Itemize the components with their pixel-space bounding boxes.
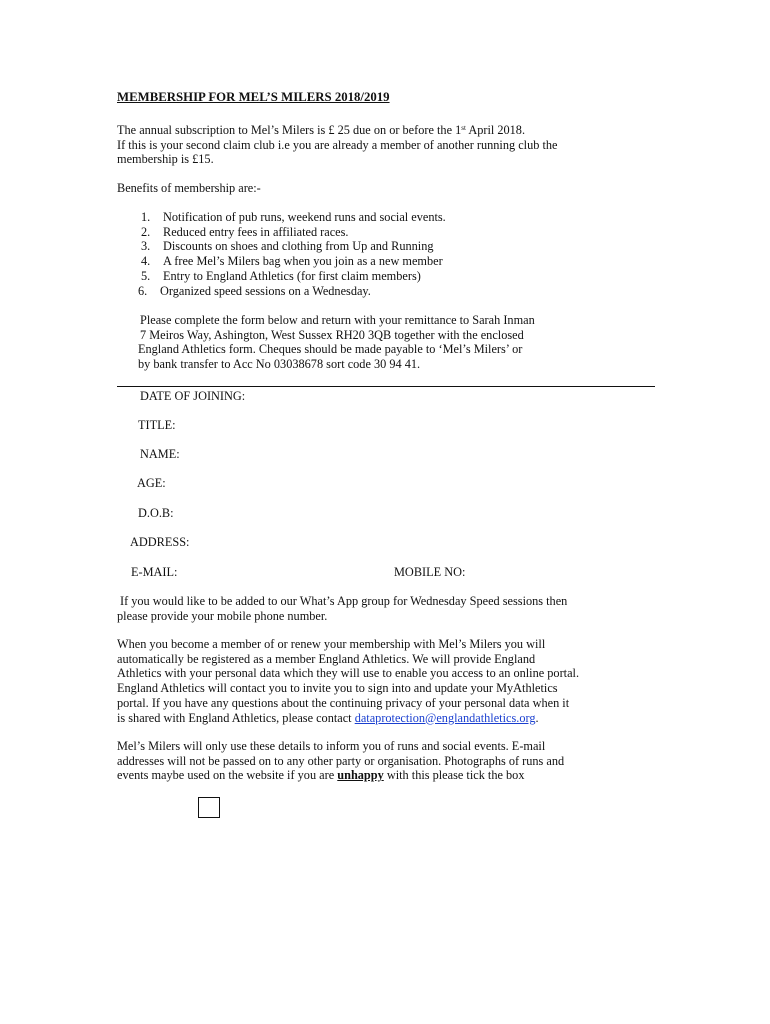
name-field-label: NAME: bbox=[140, 447, 180, 461]
consent-line: Mel’s Milers will only use these details to inform you of runs and social events. E-mail bbox=[117, 739, 546, 753]
age-field-label: AGE: bbox=[137, 476, 166, 490]
benefits-list bbox=[138, 210, 446, 298]
list-item bbox=[141, 225, 446, 240]
address-field-label: ADDRESS: bbox=[130, 535, 190, 549]
instructions-line: England Athletics form. Cheques should be made payable to ‘Mel’s Milers’ or bbox=[138, 342, 523, 357]
intro-line-2: If this is your second claim club i.e you are already a member of another running club the bbox=[117, 137, 558, 152]
list-item-number: 2. bbox=[141, 224, 151, 239]
privacy-last-line bbox=[117, 711, 579, 726]
whatsapp-paragraph bbox=[117, 594, 567, 623]
data-protection-email-link[interactable]: dataprotection@englandathletics.org bbox=[354, 710, 536, 725]
list-item-text: Entry to England Athletics (for first claim members) bbox=[163, 268, 421, 283]
section-divider bbox=[117, 386, 655, 387]
instructions-line: by bank transfer to Acc No 03038678 sort code 30 94 41. bbox=[138, 357, 421, 372]
list-item-text: Notification of pub runs, weekend runs and social events. bbox=[163, 210, 446, 224]
list-item bbox=[141, 254, 446, 269]
page-title: MEMBERSHIP FOR MEL’S MILERS 2018/2019 bbox=[117, 90, 390, 104]
list-item-text: A free Mel’s Milers bag when you join as a new member bbox=[163, 254, 443, 269]
consent-paragraph bbox=[117, 739, 564, 783]
list-item bbox=[141, 239, 446, 254]
unhappy-emphasis: unhappy bbox=[337, 768, 384, 783]
intro-superscript: st bbox=[461, 124, 466, 132]
privacy-line: portal. If you have any questions about the continuing privacy of your personal data when it bbox=[117, 695, 570, 710]
dob-field-label: D.O.B: bbox=[138, 506, 174, 520]
benefits-heading: Benefits of membership are:- bbox=[117, 181, 261, 195]
list-item-number: 6. bbox=[138, 283, 148, 298]
list-item-number: 4. bbox=[141, 254, 151, 269]
opt-out-checkbox[interactable] bbox=[198, 797, 220, 818]
privacy-line: automatically be registered as a member England Athletics. We will provide England bbox=[117, 651, 536, 666]
intro-paragraph bbox=[117, 123, 558, 167]
privacy-line: England Athletics will contact you to invite you to sign into and update your MyAthletics bbox=[117, 681, 558, 696]
list-item bbox=[141, 269, 446, 284]
list-item-number: 3. bbox=[141, 239, 151, 254]
consent-line-3-end: with this please tick the box bbox=[383, 768, 525, 783]
list-item bbox=[138, 284, 446, 299]
privacy-last-line-text: is shared with England Athletics, please contact bbox=[117, 710, 355, 725]
privacy-last-line-end: . bbox=[535, 710, 539, 725]
list-item-text: Discounts on shoes and clothing from Up and Running bbox=[163, 239, 434, 254]
list-item bbox=[141, 210, 446, 225]
intro-line-1-text: The annual subscription to Mel’s Milers is £ 25 due on or before the 1 bbox=[117, 123, 462, 137]
whatsapp-line: If you would like to be added to our What’s App group for Wednesday Speed sessions then bbox=[120, 594, 568, 608]
privacy-paragraph bbox=[117, 637, 579, 725]
privacy-line: Athletics with your personal data which they will use to enable you access to an online portal. bbox=[117, 666, 580, 681]
instructions-line: 7 Meiros Way, Ashington, West Sussex RH20 3QB together with the enclosed bbox=[140, 327, 524, 342]
list-item-number: 1. bbox=[141, 210, 151, 224]
consent-line: addresses will not be passed on to any other party or organisation. Photographs of runs and bbox=[117, 753, 565, 768]
email-field-label: E-MAIL: bbox=[131, 565, 178, 579]
list-item-number: 5. bbox=[141, 268, 151, 283]
whatsapp-line: please provide your mobile phone number. bbox=[117, 608, 328, 623]
list-item-text: Organized speed sessions on a Wednesday. bbox=[160, 283, 371, 298]
privacy-line: When you become a member of or renew your membership with Mel’s Milers you will bbox=[117, 637, 546, 651]
instructions-paragraph bbox=[140, 313, 535, 372]
consent-line-3 bbox=[117, 768, 564, 783]
consent-line-3-text: events maybe used on the website if you are bbox=[117, 768, 338, 783]
date-of-joining-label: DATE OF JOINING: bbox=[140, 389, 246, 403]
intro-line-1 bbox=[117, 123, 558, 138]
intro-line-1-end: April 2018. bbox=[465, 123, 526, 137]
instructions-line: Please complete the form below and return with your remittance to Sarah Inman bbox=[140, 313, 535, 327]
title-field-label: TITLE: bbox=[138, 418, 176, 432]
list-item-text: Reduced entry fees in affiliated races. bbox=[163, 224, 349, 239]
intro-line-3: membership is £15. bbox=[117, 152, 214, 167]
mobile-field-label: MOBILE NO: bbox=[394, 565, 466, 579]
